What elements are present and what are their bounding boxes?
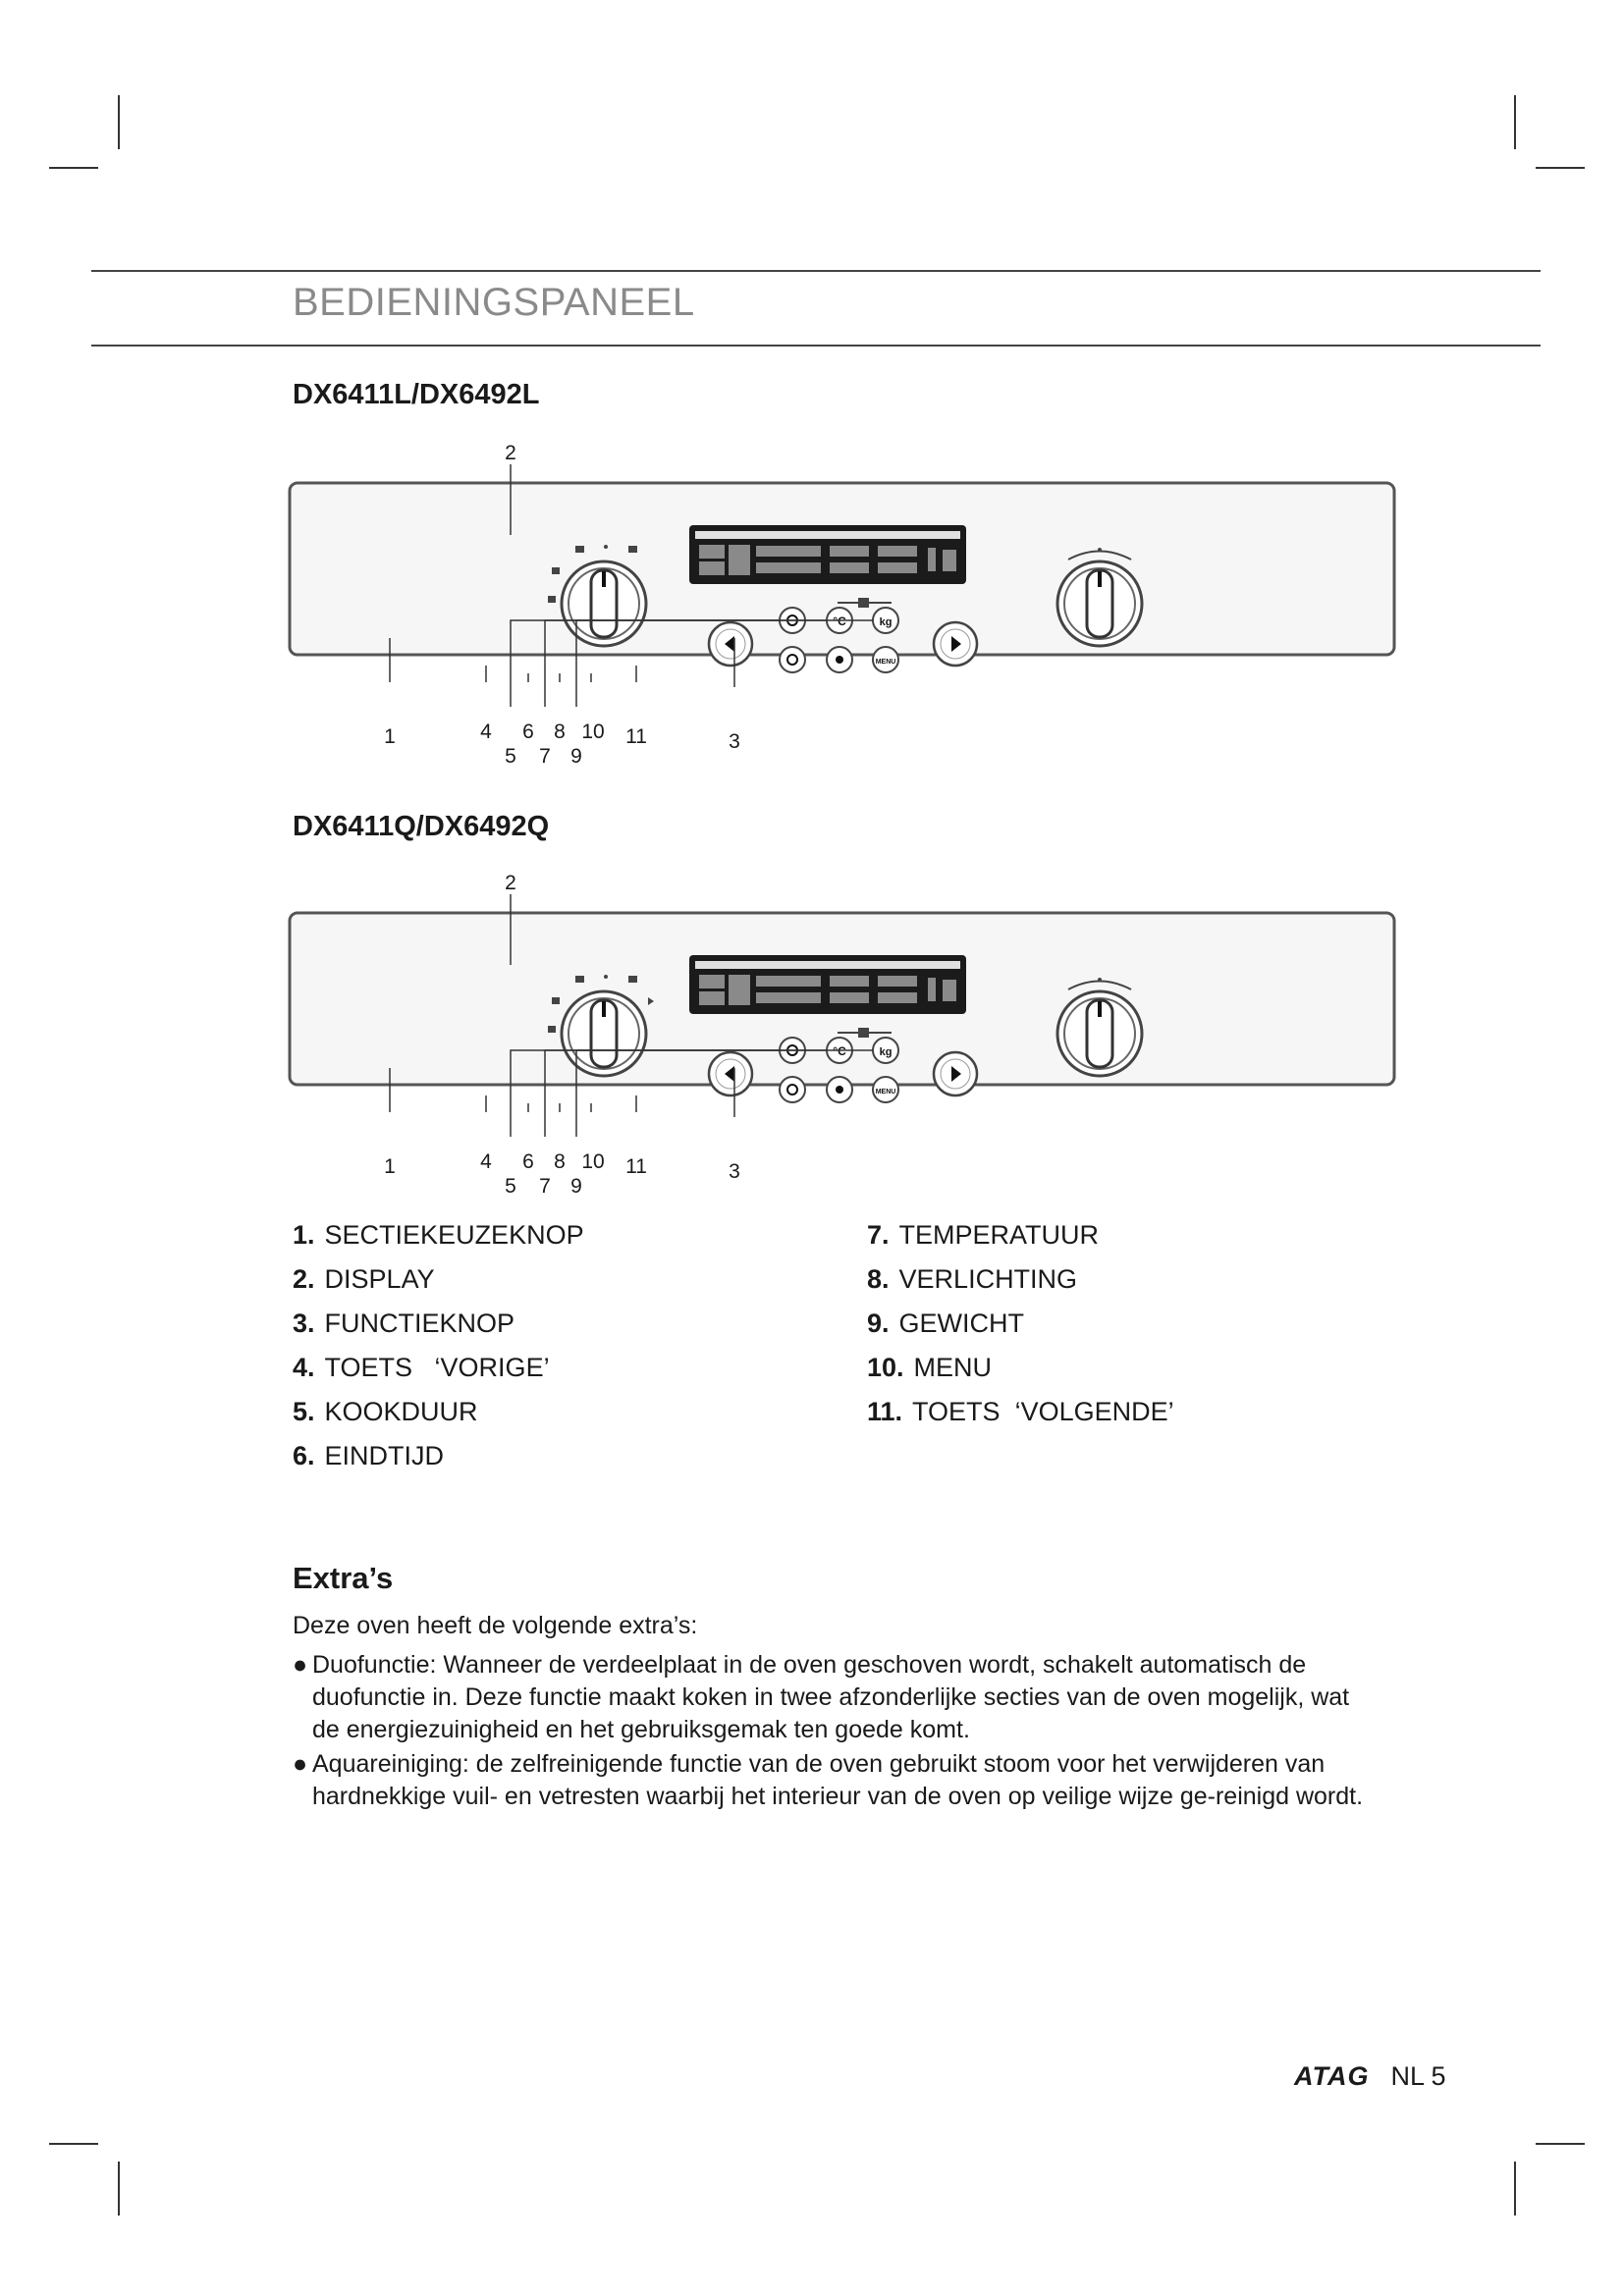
legend-label: SECTIEKEUZEKNOP bbox=[324, 1220, 584, 1250]
legend-label: DISPLAY bbox=[324, 1264, 435, 1294]
weight-button bbox=[873, 608, 898, 633]
legend-label: TOETS ‘VORIGE’ bbox=[324, 1353, 550, 1382]
next-button bbox=[934, 1052, 977, 1095]
light-button bbox=[827, 647, 852, 672]
svg-text:5: 5 bbox=[505, 745, 516, 766]
crop-mark bbox=[1514, 2162, 1516, 2216]
legend-item bbox=[867, 1346, 1174, 1390]
legend-item bbox=[293, 1390, 584, 1434]
svg-text:8: 8 bbox=[554, 1150, 566, 1173]
svg-text:kg: kg bbox=[879, 616, 893, 628]
svg-text:kg: kg bbox=[879, 1046, 893, 1058]
bullet-text: Aquareiniging: de zelfreinigende functie van de oven gebruikt stoom voor het verwijderen van hardnekkige vuil- en vetresten waarbij het interieur van de oven op veilige wijze ge-reinigd wordt. bbox=[312, 1750, 1364, 1810]
legend-number: 6. bbox=[293, 1441, 315, 1470]
brand-logo: ATAG bbox=[1294, 2061, 1370, 2091]
svg-text:7: 7 bbox=[539, 745, 551, 766]
svg-text:3: 3 bbox=[729, 730, 740, 753]
page-number: NL 5 bbox=[1390, 2061, 1446, 2091]
next-button bbox=[934, 622, 977, 666]
legend-item bbox=[867, 1257, 1174, 1302]
section-selector-knob bbox=[562, 561, 646, 646]
legend-number: 1. bbox=[293, 1220, 315, 1250]
footer bbox=[1294, 2061, 1446, 2092]
display bbox=[689, 525, 966, 584]
legend-item bbox=[867, 1390, 1174, 1434]
bullet-dot: ● bbox=[293, 1651, 308, 1679]
legend-number: 5. bbox=[293, 1397, 315, 1426]
bullet-dot: ● bbox=[293, 1750, 308, 1778]
extras-heading: Extra’s bbox=[293, 1561, 394, 1595]
legend-item bbox=[293, 1302, 584, 1346]
svg-text:8: 8 bbox=[554, 721, 566, 743]
svg-text:1: 1 bbox=[384, 725, 396, 748]
extras-bullet bbox=[293, 1649, 1382, 1746]
control-panel-diagram-2 bbox=[275, 872, 1404, 1196]
crop-mark bbox=[1536, 167, 1585, 169]
crop-mark bbox=[49, 2143, 98, 2145]
svg-text:10: 10 bbox=[581, 1150, 605, 1173]
svg-text:MENU: MENU bbox=[875, 1089, 896, 1095]
legend-label: EINDTIJD bbox=[324, 1441, 445, 1470]
extras-intro: Deze oven heeft de volgende extra’s: bbox=[293, 1612, 698, 1639]
previous-button bbox=[709, 1052, 752, 1095]
svg-text:9: 9 bbox=[570, 1175, 582, 1196]
legend-item bbox=[293, 1257, 584, 1302]
legend-label: TEMPERATUUR bbox=[898, 1220, 1100, 1250]
legend-label: KOOKDUUR bbox=[324, 1397, 478, 1426]
display bbox=[689, 955, 966, 1014]
svg-text:4: 4 bbox=[480, 1150, 492, 1173]
svg-text:11: 11 bbox=[625, 1155, 647, 1178]
crop-mark bbox=[118, 2162, 120, 2216]
menu-button bbox=[873, 1077, 898, 1102]
svg-text:9: 9 bbox=[570, 745, 582, 766]
legend-number: 3. bbox=[293, 1308, 315, 1338]
legend-left bbox=[293, 1213, 584, 1478]
legend-number: 10. bbox=[867, 1353, 904, 1382]
svg-text:2: 2 bbox=[505, 442, 516, 464]
svg-text:10: 10 bbox=[581, 721, 605, 743]
svg-text:6: 6 bbox=[522, 721, 534, 743]
svg-text:4: 4 bbox=[480, 721, 492, 743]
svg-text:11: 11 bbox=[625, 725, 647, 748]
header-rule-bottom bbox=[91, 345, 1541, 347]
legend-item bbox=[293, 1213, 584, 1257]
menu-button bbox=[873, 647, 898, 672]
legend-label: MENU bbox=[913, 1353, 993, 1382]
svg-text:MENU: MENU bbox=[875, 659, 896, 666]
legend-item bbox=[293, 1434, 584, 1478]
legend-number: 4. bbox=[293, 1353, 315, 1382]
model-title-1: DX6411L/DX6492L bbox=[293, 379, 540, 410]
svg-text:2: 2 bbox=[505, 872, 516, 894]
control-panel-diagram-1 bbox=[275, 442, 1404, 766]
svg-text:6: 6 bbox=[522, 1150, 534, 1173]
svg-text:°C: °C bbox=[833, 1044, 846, 1058]
legend-label: FUNCTIEKNOP bbox=[324, 1308, 515, 1338]
legend-number: 2. bbox=[293, 1264, 315, 1294]
previous-button bbox=[709, 622, 752, 666]
weight-button bbox=[873, 1038, 898, 1063]
section-selector-knob bbox=[562, 991, 646, 1076]
bullet-text: Duofunctie: Wanneer de verdeelplaat in de oven geschoven wordt, schakelt automatisch de duofunctie in. Deze functie maakt koken in twee afzonderlijke secties van de oven mogelijk, wat de energiezuinigheid en het gebruiksgemak ten goede komt. bbox=[312, 1651, 1350, 1743]
legend-item bbox=[293, 1346, 584, 1390]
legend-item bbox=[867, 1213, 1174, 1257]
header-rule-top bbox=[91, 270, 1541, 272]
model-title-2: DX6411Q/DX6492Q bbox=[293, 811, 550, 842]
svg-text:3: 3 bbox=[729, 1160, 740, 1183]
legend-right bbox=[867, 1213, 1174, 1434]
legend-label: GEWICHT bbox=[898, 1308, 1025, 1338]
end-time-button bbox=[780, 647, 805, 672]
light-button bbox=[827, 1077, 852, 1102]
svg-text:1: 1 bbox=[384, 1155, 396, 1178]
crop-mark bbox=[1536, 2143, 1585, 2145]
legend-item bbox=[867, 1302, 1174, 1346]
end-time-button bbox=[780, 1077, 805, 1102]
legend-number: 8. bbox=[867, 1264, 890, 1294]
crop-mark bbox=[1514, 95, 1516, 149]
extras-bullet bbox=[293, 1748, 1382, 1813]
legend-label: TOETS ‘VOLGENDE’ bbox=[912, 1397, 1174, 1426]
crop-mark bbox=[49, 167, 98, 169]
svg-text:5: 5 bbox=[505, 1175, 516, 1196]
crop-mark bbox=[118, 95, 120, 149]
legend-label: VERLICHTING bbox=[898, 1264, 1078, 1294]
legend-number: 11. bbox=[867, 1397, 903, 1426]
svg-text:7: 7 bbox=[539, 1175, 551, 1196]
legend-number: 7. bbox=[867, 1220, 890, 1250]
svg-text:°C: °C bbox=[833, 614, 846, 628]
section-title: BEDIENINGSPANEEL bbox=[293, 281, 695, 324]
legend-number: 9. bbox=[867, 1308, 890, 1338]
